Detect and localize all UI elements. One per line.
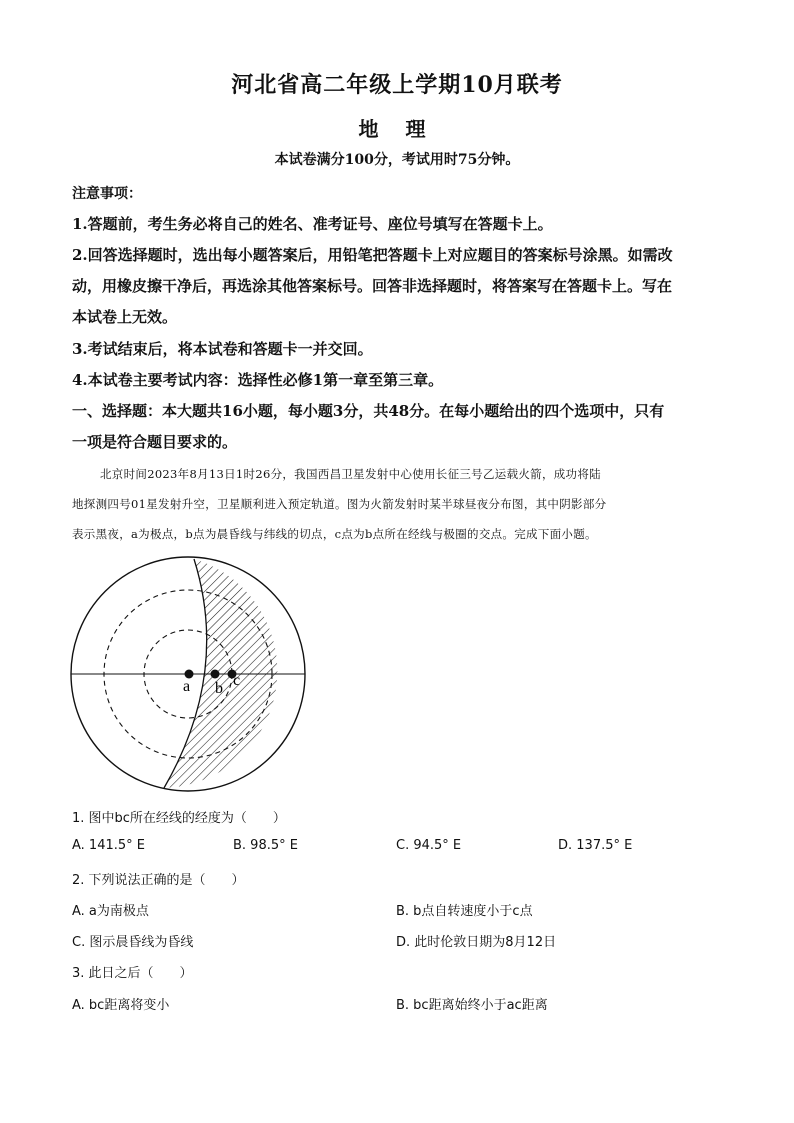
note-item-1: 1.答题前，考生务必将自己的姓名、准考证号、座位号填写在答题卡上。 <box>72 215 553 233</box>
question-3-option-a[interactable]: A. bc距离将变小 <box>72 998 170 1013</box>
note-item-2-line-3: 本试卷上无效。 <box>72 308 178 326</box>
intro-line-3: 表示黑夜，a为极点，b点为晨昏线与纬线的切点，c点为b点所在经线与极圈的交点。完成下面小题。 <box>72 527 597 541</box>
point-b-label: b <box>215 680 223 697</box>
question-3-stem: 3. 此日之后（ ） <box>72 966 193 981</box>
note-item-3: 3.考试结束后，将本试卷和答题卡一并交回。 <box>72 340 373 358</box>
intro-line-2: 地探测四号01星发射升空，卫星顺利进入预定轨道。图为火箭发射时某半球昼夜分布图，其中阴影部分 <box>72 497 607 511</box>
question-2-option-a[interactable]: A. a为南极点 <box>72 904 149 919</box>
question-1-option-d[interactable]: D. 137.5° E <box>558 838 633 853</box>
question-1-option-a[interactable]: A. 141.5° E <box>72 838 145 853</box>
day-night-diagram <box>70 556 310 792</box>
note-item-2-line-2: 动，用橡皮擦干净后，再选涂其他答案标号。回答非选择题时，将答案写在答题卡上。写在 <box>72 277 673 295</box>
note-item-2-line-1: 2.回答选择题时，选出每小题答案后，用铅笔把答题卡上对应题目的答案标号涂黑。如需改 <box>72 246 673 264</box>
question-3-option-b[interactable]: B. bc距离始终小于ac距离 <box>396 998 548 1013</box>
notes-heading: 注意事项： <box>72 186 142 202</box>
question-2-stem: 2. 下列说法正确的是（ ） <box>72 873 245 888</box>
question-1-option-b[interactable]: B. 98.5° E <box>233 838 298 853</box>
question-2-option-b[interactable]: B. b点自转速度小于c点 <box>396 904 533 919</box>
exam-info: 本试卷满分100分，考试用时75分钟。 <box>274 152 520 168</box>
subject-title: 地 理 <box>358 117 436 141</box>
question-1-option-c[interactable]: C. 94.5° E <box>396 838 462 853</box>
question-2-option-c[interactable]: C. 图示晨昏线为昏线 <box>72 935 194 950</box>
section-heading-line-2: 一项是符合题目要求的。 <box>72 433 238 451</box>
point-b-dot <box>211 670 220 679</box>
point-a-label: a <box>183 678 191 695</box>
section-heading-line-1: 一、选择题：本大题共16小题，每小题3分，共48分。在每小题给出的四个选项中，只有 <box>72 402 665 420</box>
question-2-option-d[interactable]: D. 此时伦敦日期为8月12日 <box>396 935 557 950</box>
page-title: 河北省高二年级上学期10月联考 <box>231 72 563 98</box>
note-item-4: 4.本试卷主要考试内容：选择性必修1第一章至第三章。 <box>72 371 444 389</box>
intro-line-1: 北京时间2023年8月13日1时26分，我国西昌卫星发射中心使用长征三号乙运载火箭，成功将陆 <box>100 467 601 481</box>
point-c-label: c <box>233 672 241 689</box>
question-1-stem: 1. 图中bc所在经线的经度为（ ） <box>72 811 286 826</box>
